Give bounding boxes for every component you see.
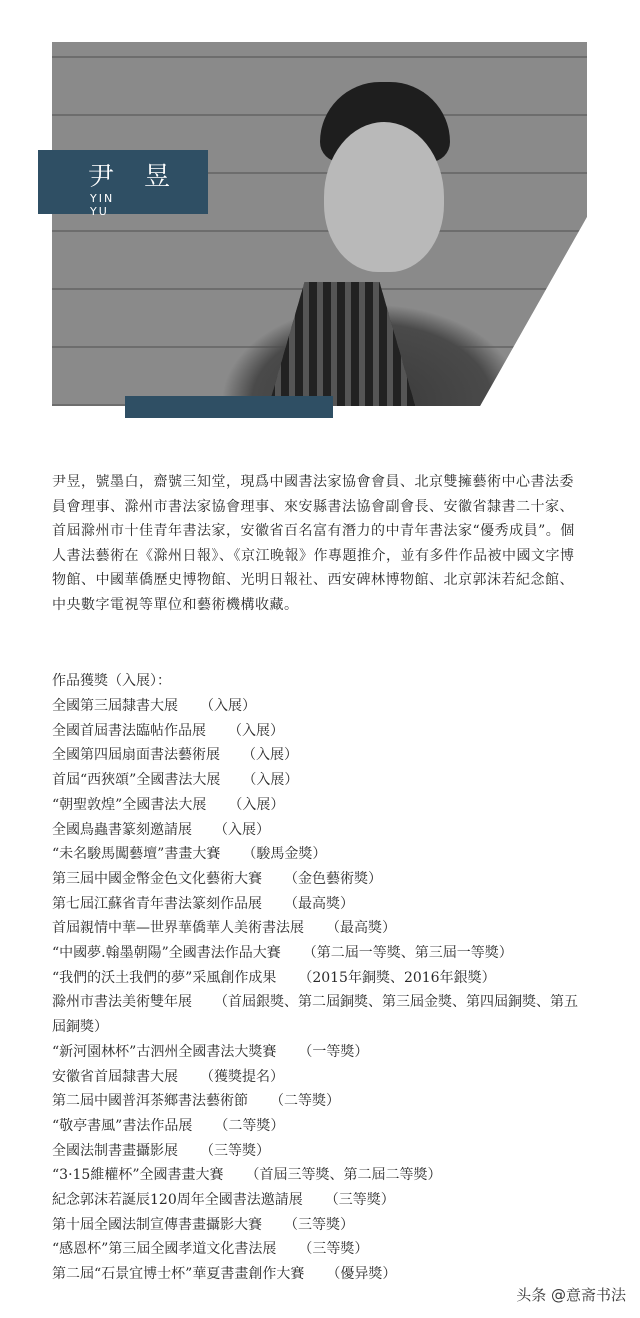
award-result: （三等獎） [298,1241,369,1258]
award-title: 滁州市書法美術雙年展 [52,994,192,1011]
award-title: 第二屆中國普洱茶鄉書法藝術節 [52,1093,248,1110]
award-result: （最高獎） [326,920,396,937]
award-title: “敬亭書風”書法作品展 [52,1117,193,1134]
award-result: （金色藝術獎） [284,870,382,887]
award-item [52,990,587,1039]
watermark: 头条 @意斋书法 [516,1286,626,1304]
award-title: 紀念郭沫若誕辰120周年全國書法邀請展 [52,1192,303,1209]
award-item [52,793,587,818]
award-title: “新河園林杯”古泗州全國書法大獎賽 [52,1043,277,1060]
award-result: （第二屆一等獎、第三屆一等獎） [302,945,513,962]
award-item [52,1089,587,1114]
award-item [52,719,587,744]
award-title: 第十屆全國法制宣傳書畫攝影大賽 [52,1216,262,1233]
award-result: （獲獎提名） [200,1068,284,1085]
award-title: 全國第三屆隸書大展 [52,698,178,714]
biography-text: 尹昱，號墨白，齋號三知堂，現爲中國書法家協會會員、北京雙擁藝術中心書法委員會理事、滁州市書法家協會理事、來安縣書法協會副會長、安徽省隸書二十家、首屆滁州市十佳青年書法家，安徽省百名富有潛力的中青年書法家“優秀成員”。個人書法藝術在《滁州日報》、《京江晚報》作專題推介，並有多件作品被中國文字博物館、中國華僑歷史博物館、光明日報社、西安碑林博物館、北京郭沫若紀念館、中央數字電視等單位和藝術機構收藏。 [52,474,575,613]
award-item [52,867,587,892]
awards-heading: 作品獲獎（入展）： [52,673,171,689]
award-result: （入展） [242,747,298,764]
award-result: （入展） [242,772,299,789]
award-item [52,694,587,719]
name-pinyin [90,192,208,218]
award-item [52,1262,587,1287]
award-item [52,1237,587,1262]
award-title: 全國法制書畫攝影展 [52,1142,178,1159]
award-result: （三等獎） [324,1192,395,1209]
award-result: （優异獎） [326,1266,397,1283]
award-result: （入展） [214,821,270,838]
award-item [52,842,587,867]
award-result: （一等獎） [298,1043,369,1060]
award-item [52,1163,587,1188]
awards-list [52,694,587,1287]
portrait-photo [52,42,587,406]
award-item [52,966,587,991]
award-result: （2015年銅獎、2016年銀獎） [298,969,496,986]
award-result: （駿馬金獎） [242,846,327,863]
portrait-face [324,122,444,272]
award-title: “感恩杯”第三屆全國孝道文化書法展 [52,1241,277,1258]
award-result: （首屆銀獎、第二屆銅獎、第三屆金獎、第四屆銅獎、第五屆銅獎） [52,994,578,1036]
award-title: 全國首屆書法臨帖作品展 [52,722,206,739]
award-title: “未名駿馬闖藝壇”書畫大賽 [52,846,221,863]
award-item [52,1188,587,1213]
award-item [52,768,587,793]
award-item [52,743,587,768]
award-result: （首屆三等獎、第二屆二等獎） [245,1167,442,1184]
award-item [52,916,587,941]
award-result: （最高獎） [284,895,354,912]
award-title: 全國鳥蟲書篆刻邀請展 [52,821,192,838]
award-title: 第七屆江蘇省青年書法篆刻作品展 [52,895,262,912]
award-title: 第二屆“石景宜博士杯”華夏書畫創作大賽 [52,1266,305,1283]
award-title: 首屆親情中華—世界華僑華人美術書法展 [52,920,304,937]
award-title: “3·15維權杯”全國書畫大賽 [52,1167,224,1184]
award-title: 首屆“西狹頌”全國書法大展 [52,772,221,789]
award-item [52,1114,587,1139]
name-label-box [38,150,208,218]
award-result: （三等獎） [200,1142,270,1159]
award-result: （二等獎） [270,1093,340,1110]
award-result: （入展） [228,722,284,739]
name-chinese: 尹昱 [88,162,201,192]
award-title: “朝聖敦煌”全國書法大展 [52,796,207,813]
award-title: 第三屆中國金幣金色文化藝術大賽 [52,870,262,887]
name-pinyin-given: YU [90,205,109,218]
name-pinyin-surname: YIN [90,192,115,205]
award-item [52,1139,587,1164]
award-item [52,1040,587,1065]
award-item [52,818,587,843]
award-item [52,1065,587,1090]
decorative-bar [125,396,333,418]
award-item [52,892,587,917]
award-item [52,1213,587,1238]
award-result: （入展） [200,698,256,714]
portrait-shirt [267,282,417,406]
award-title: “我們的沃土我們的夢”采風創作成果 [52,969,277,986]
award-title: “中國夢.翰墨朝陽”全國書法作品大賽 [52,945,281,962]
award-result: （二等獎） [214,1117,285,1134]
award-result: （入展） [228,796,285,813]
award-title: 全國第四屆扇面書法藝術展 [52,747,220,764]
award-result: （三等獎） [284,1216,354,1233]
award-item [52,941,587,966]
award-title: 安徽省首屆隸書大展 [52,1068,178,1085]
